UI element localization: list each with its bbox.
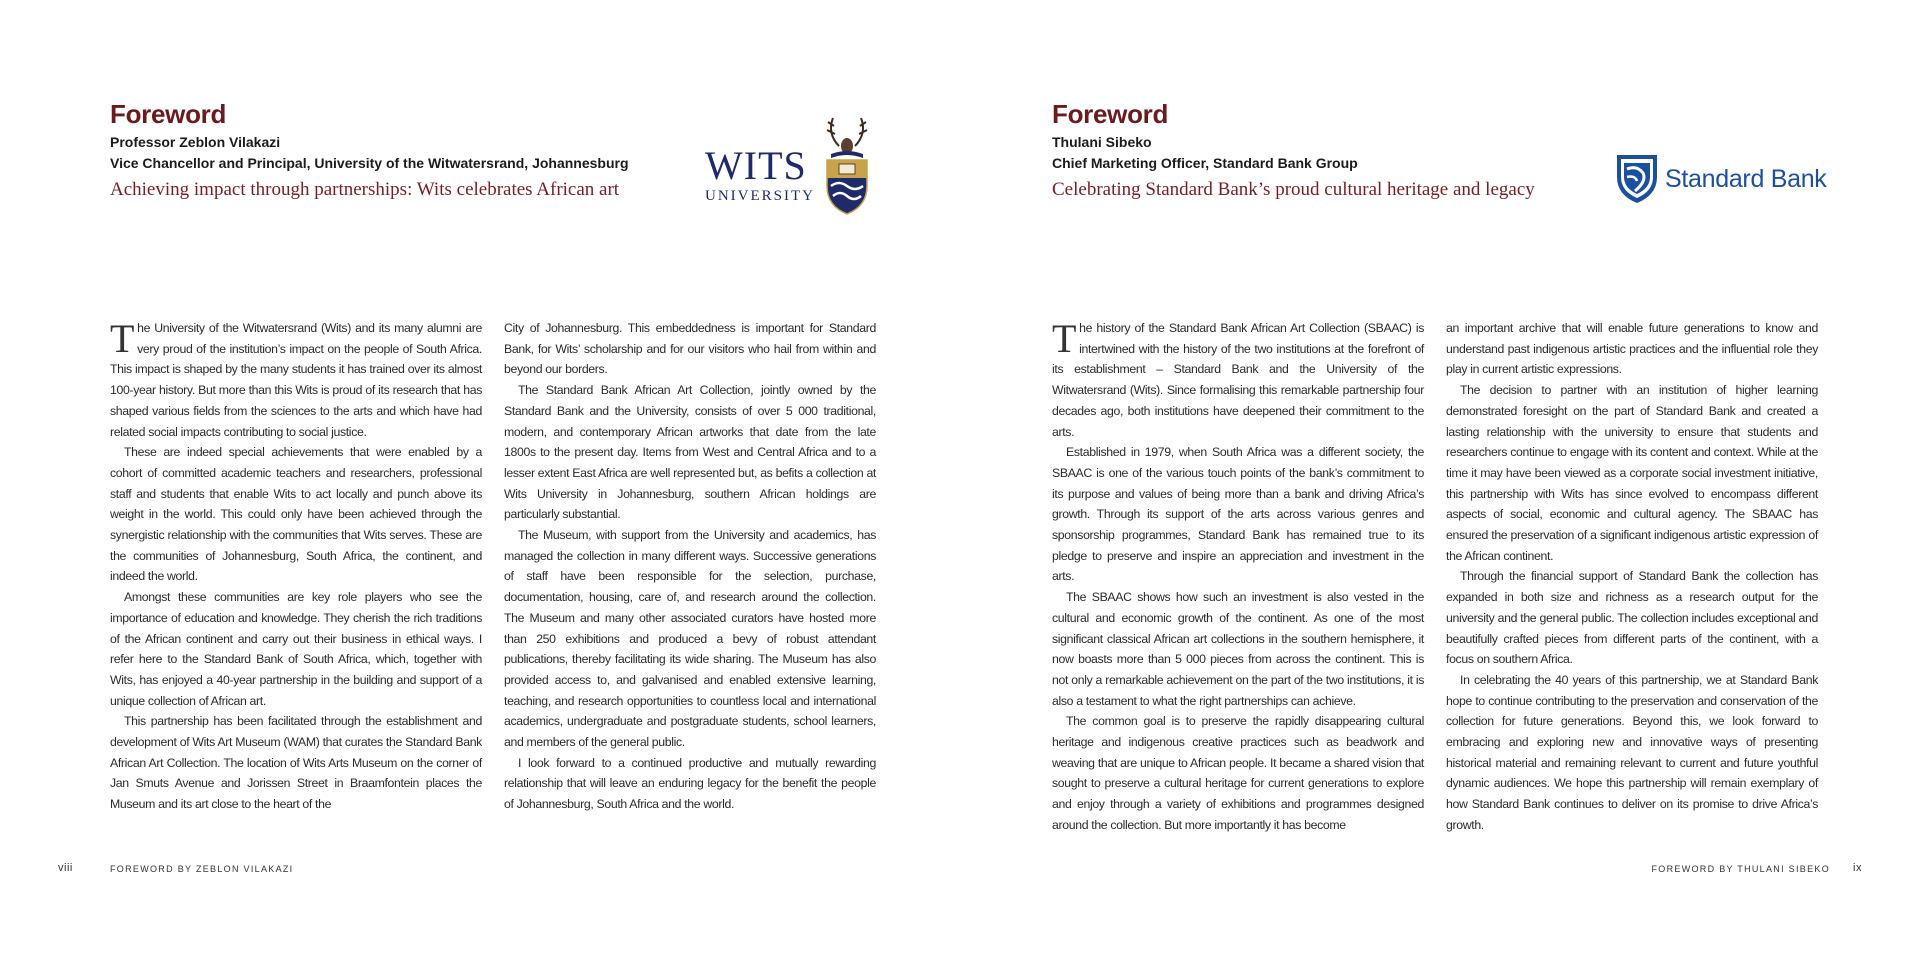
left-paragraph bbox=[110, 318, 482, 442]
left-column-1 bbox=[110, 318, 482, 815]
right-foreword-title: Foreword bbox=[1052, 99, 1169, 129]
left-body-columns bbox=[110, 318, 880, 815]
right-paragraph: The SBAAC shows how such an investment is also vested in the cultural and economic growth of the continent. As one of the most significant classical African art collections in the southern hemisphere, it now boasts more than 5 000 pieces from across the continent. This is not only a remarkable achievement on the part of the two institutions, it is also a testament to what the right partnerships can achieve. bbox=[1052, 590, 1424, 708]
right-author-role: Chief Marketing Officer, Standard Bank Group bbox=[1052, 155, 1358, 171]
left-author-name: Professor Zeblon Vilakazi bbox=[110, 134, 281, 150]
wits-word: WITS bbox=[705, 143, 807, 188]
standard-bank-logo bbox=[1613, 150, 1833, 206]
left-foreword-title: Foreword bbox=[110, 99, 227, 129]
left-running-footer: FOREWORD BY ZEBLON VILAKAZI bbox=[110, 864, 294, 874]
right-body-columns bbox=[1052, 318, 1822, 836]
right-subtitle: Celebrating Standard Bank’s proud cultural heritage and legacy bbox=[1052, 179, 1535, 200]
wits-university-word: UNIVERSITY bbox=[705, 188, 815, 204]
wits-wordmark bbox=[705, 143, 815, 205]
right-running-footer: FOREWORD BY THULANI SIBEKO bbox=[1651, 864, 1830, 874]
left-paragraph: I look forward to a continued productive and mutually rewarding relationship that will leave an enduring legacy for the benefit the people of Johannesburg, South Africa and the world. bbox=[504, 755, 876, 812]
right-author-name: Thulani Sibeko bbox=[1052, 134, 1152, 150]
right-paragraph: an important archive that will enable future generations to know and understand past indigenous artistic practices and the influential role they play in current artistic expressions. bbox=[1446, 321, 1818, 377]
right-paragraph: Established in 1979, when South Africa was a different society, the SBAAC is one of the various touch points of the bank’s commitment to its purpose and values of being more than a bank and driving Africa’s growth. Through its support of the arts across various genres and sponsorship programmes, Standard Bank has remained true to its pledge to preserve and inspire an appreciation and investment in the arts. bbox=[1052, 445, 1424, 584]
drop-cap: T bbox=[110, 316, 135, 361]
left-paragraph: This partnership has been facilitated through the establishment and development of Wits Art Museum (WAM) that curates the Standard Bank African Art Collection. The location of Wits Arts Museum on the corner of Jan Smuts Avenue and Jorissen Street in Braamfontein places the Museum and its art close to the heart of the bbox=[110, 714, 482, 812]
paragraph-text: he history of the Standard Bank African Art Collection (SBAAC) is intertwined with the history of the two institutions at the forefront of its establishment – Standard Bank and the University of the Witwatersrand (Wits). Since formalising this remarkable partnership four decades ago, both institutions have deepened their commitment to the arts. bbox=[1052, 321, 1424, 439]
standard-bank-wordmark: Standard Bank bbox=[1665, 165, 1827, 193]
drop-cap: T bbox=[1052, 316, 1077, 361]
right-paragraph: The common goal is to preserve the rapidly disappearing cultural heritage and indigenous creative practices such as beadwork and weaving that are unique to African people. It became a shared vision that sought to preserve a cultural heritage for current generations to explore and enjoy through a variety of exhibitions and programmes designed around the collection. But more importantly it has become bbox=[1052, 714, 1424, 832]
left-paragraph: The Standard Bank African Art Collection, jointly owned by the Standard Bank and the University, consists of over 5 000 traditional, modern, and contemporary African artworks that date from the late 1800s to the present day. Items from West and Central Africa and to a lesser extent East Africa are well represented but, as befits a collection at Wits University in Johannesburg, southern African holdings are particularly substantial. bbox=[504, 383, 876, 522]
left-paragraph: Amongst these communities are key role players who see the importance of education and knowledge. They cherish the rich traditions of the African continent and carry out their business in ethical ways. I refer here to the Standard Bank of South Africa, which, together with Wits, has enjoyed a 40-year partnership in the building and support of a unique collection of African art. bbox=[110, 590, 482, 708]
left-paragraph: City of Johannesburg. This embeddedness is important for Standard Bank, for Wits’ scholarship and for our visitors who hail from within and beyond our borders. bbox=[504, 321, 876, 377]
left-author-role: Vice Chancellor and Principal, University of the Witwatersrand, Johannesburg bbox=[110, 155, 629, 171]
left-paragraph: The Museum, with support from the University and academics, has managed the collection in many different ways. Successive generations of staff have been responsible for the selection, purchase, documentation, housing, care of, and research around the collection. The Museum and many other associated curators have hosted more than 250 exhibitions and produced a bevy of robust attendant publications, thereby facilitating its wide sharing. The Museum has also provided access to, and galvanised and enabled extensive learning, teaching, and research opportunities to countless local and international academics, undergraduate and postgraduate students, school learners, and members of the general public. bbox=[504, 528, 876, 750]
paragraph-text: he University of the Witwatersrand (Wits) and its many alumni are very proud of the institution’s impact on the people of South Africa. This impact is shaped by the many students it has trained over its almost 100-year history. But more than this Wits is proud of its research that has shaped various fields from the sciences to the arts and which have had related social impacts contributing to social justice. bbox=[110, 321, 482, 439]
right-paragraph bbox=[1052, 318, 1424, 442]
left-column-2 bbox=[504, 318, 876, 815]
left-paragraph: These are indeed special achievements that were enabled by a cohort of committed academic teachers and researchers, professional staff and students that enable Wits to act locally and punch above its weight in the world. This could only have been achieved through the synergistic relationship with the communities that Wits serves. These are the communities of Johannesburg, South Africa, the continent, and indeed the world. bbox=[110, 445, 482, 584]
right-paragraph: The decision to partner with an institution of higher learning demonstrated foresight on the part of Standard Bank and created a lasting relationship with the university to ensure that students and researchers continue to engage with its content and context. While at the time it may have been viewed as a corporate social investment initiative, this partnership with Wits has since evolved to encompass different aspects of social, economic and cultural agency. The SBAAC has ensured the preservation of a significant indigenous artistic expression of the African continent. bbox=[1446, 383, 1818, 563]
right-column-2 bbox=[1446, 318, 1818, 836]
left-subtitle: Achieving impact through partnerships: Wits celebrates African art bbox=[110, 179, 620, 200]
wits-crest-icon bbox=[817, 116, 877, 216]
right-column-1 bbox=[1052, 318, 1424, 836]
right-page-number: ix bbox=[1853, 862, 1862, 874]
wits-university-logo bbox=[705, 116, 885, 216]
left-page-number: viii bbox=[58, 862, 73, 874]
standard-bank-shield-icon bbox=[1613, 151, 1661, 205]
right-paragraph: In celebrating the 40 years of this partnership, we at Standard Bank hope to continue contributing to the preservation and conservation of the collection for future generations. Beyond this, we look forward to embracing and exploring new and innovative ways of presenting historical material and remaining relevant to current and future youthful dynamic audiences. We hope this partnership will remain exemplary of how Standard Bank continues to deliver on its promise to drive Africa’s growth. bbox=[1446, 672, 1818, 832]
right-page bbox=[960, 0, 1920, 960]
right-paragraph: Through the financial support of Standard Bank the collection has expanded in both size and richness as a research output for the university and the general public. The collection includes exceptional and beautifully crafted pieces from different parts of the continent, with a focus on southern Africa. bbox=[1446, 569, 1818, 667]
